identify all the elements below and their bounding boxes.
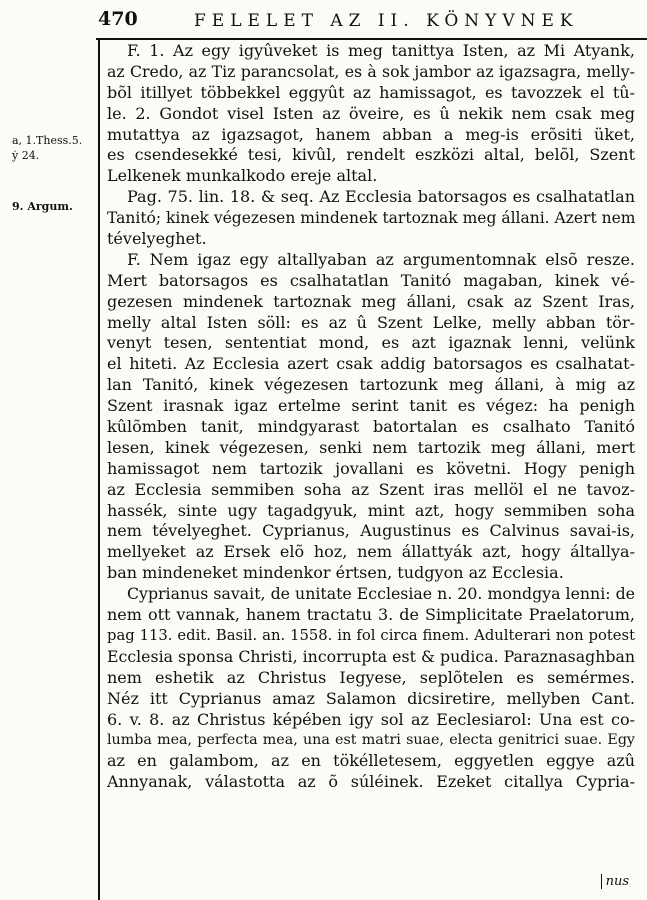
text-line: Tanitó; kinek végezesen mindenek tartoznak meg állani. Azert nem	[107, 209, 636, 228]
text-line: Ecclesia sponsa Christi, incorrupta est & pudica. Paraznasaghban	[107, 646, 635, 666]
text-line: es csendesekké tesi, kivûl, rendelt eszközi altal, belõl, Szent	[107, 145, 635, 165]
text-line: Lelkenek munkalkodo ereje altal.	[107, 166, 378, 186]
text-line: kûlõmben tanit, mindgyarast batortalan es csalhato Tanitó	[107, 417, 635, 437]
text-line: Pag. 75. lin. 18. & seq. Az Ecclesia batorsagos es csalhatatlan	[127, 187, 635, 207]
text-line: mellyeket az Ersek elõ hoz, nem állattyák azt, hogy általlya-	[107, 542, 635, 562]
text-line: Szent irasnak igaz ertelme serint tanit es végez: ha penigh	[107, 396, 635, 416]
margin-rule	[98, 38, 100, 900]
text-line: lan Tanitó, kinek végezesen tartozunk meg állani, à mig az	[107, 375, 635, 395]
page-number: 470	[98, 8, 138, 30]
text-line: nem tévelyeghet. Cyprianus, Augustinus es Calvinus savai-is,	[107, 521, 635, 541]
text-line: lumba mea, perfecta mea, una est matri suae, electa genitrici suae. Egy	[107, 732, 635, 749]
page-header	[96, 0, 647, 40]
text-line: gezesen mindenek tartoznak meg állani, csak az Szent Iras,	[107, 291, 635, 311]
text-line: hamissagot nem tartozik jovallani es követni. Hogy penigh	[107, 458, 635, 478]
text-line: nem ott vannak, hanem tractatu 3. de Simplicitate Praelatorum,	[107, 605, 635, 625]
text-line: ban mindeneket mindenkor értsen, tudgyon az Ecclesia.	[107, 563, 564, 583]
margin-note-thess: a, 1.Thess.5. ẏ 24.	[12, 134, 83, 162]
text-line: pag 113. edit. Basil. an. 1558. in fol circa finem. Adulterari non potest	[107, 626, 635, 644]
text-line: melly altal Isten söll: es az û Szent Lelke, melly abban tör-	[107, 312, 635, 332]
text-line: le. 2. Gondot visel Isten az öveire, es û nekik nem csak meg	[107, 103, 635, 123]
text-line: hassék, sinte ugy tagadgyuk, mint azt, hogy semmiben soha	[107, 500, 635, 520]
running-title: FELELET AZ II. KÖNYVNEK	[194, 11, 579, 31]
text-line: lesen, kinek végezesen, senki nem tartozik meg állani, mert	[107, 437, 635, 457]
text-line: tévelyeghet.	[107, 229, 207, 249]
text-line: 6. v. 8. az Christus képében igy sol az Eeclesiarol: Una est co-	[107, 709, 635, 729]
text-line: mutattya az igazsagot, hanem abban a meg-is erõsiti üket,	[107, 124, 635, 144]
text-line: az Credo, az Tiz parancsolat, es à sok jambor az igazsagra, melly-	[107, 61, 635, 81]
body-text	[107, 41, 635, 793]
text-line: bõl itillyet többekkel eggyût az hamissagot, es tavozzek el tû-	[107, 82, 635, 102]
text-line: nem eshetik az Christus Iegyese, seplõtelen es semérmes.	[107, 667, 635, 687]
text-line: el hiteti. Az Ecclesia azert csak addig batorsagos es csalhatat-	[107, 354, 635, 374]
text-line: F. 1. Az egy igyûveket is meg tanittya Isten, az Mi Atyank,	[127, 41, 635, 60]
text-line: Néz itt Cyprianus amaz Salamon dicsiretire, mellyben Cant.	[107, 688, 635, 708]
margin-note-argum: 9. Argum.	[12, 200, 73, 213]
catchword: nus	[601, 874, 629, 889]
text-line: venyt tesen, sententiat mond, es azt igaznak lenni, velünk	[107, 333, 635, 353]
text-line: Mert batorsagos es csalhatatlan Tanitó magaban, kinek vé-	[107, 270, 635, 290]
text-line: Annyanak, válastotta az õ súléinek. Ezeket citallya Cypria-	[107, 772, 635, 792]
text-line: az Ecclesia semmiben soha az Szent iras mellöl el ne tavoz-	[107, 479, 635, 499]
text-line: F. Nem igaz egy altallyaban az argumentomnak elsõ resze.	[127, 249, 635, 269]
text-line: az en galambom, az en tökélletesem, eggyetlen eggye azû	[107, 751, 635, 771]
text-line: Cyprianus savait, de unitate Ecclesiae n. 20. mondgya lenni: de	[127, 584, 635, 604]
